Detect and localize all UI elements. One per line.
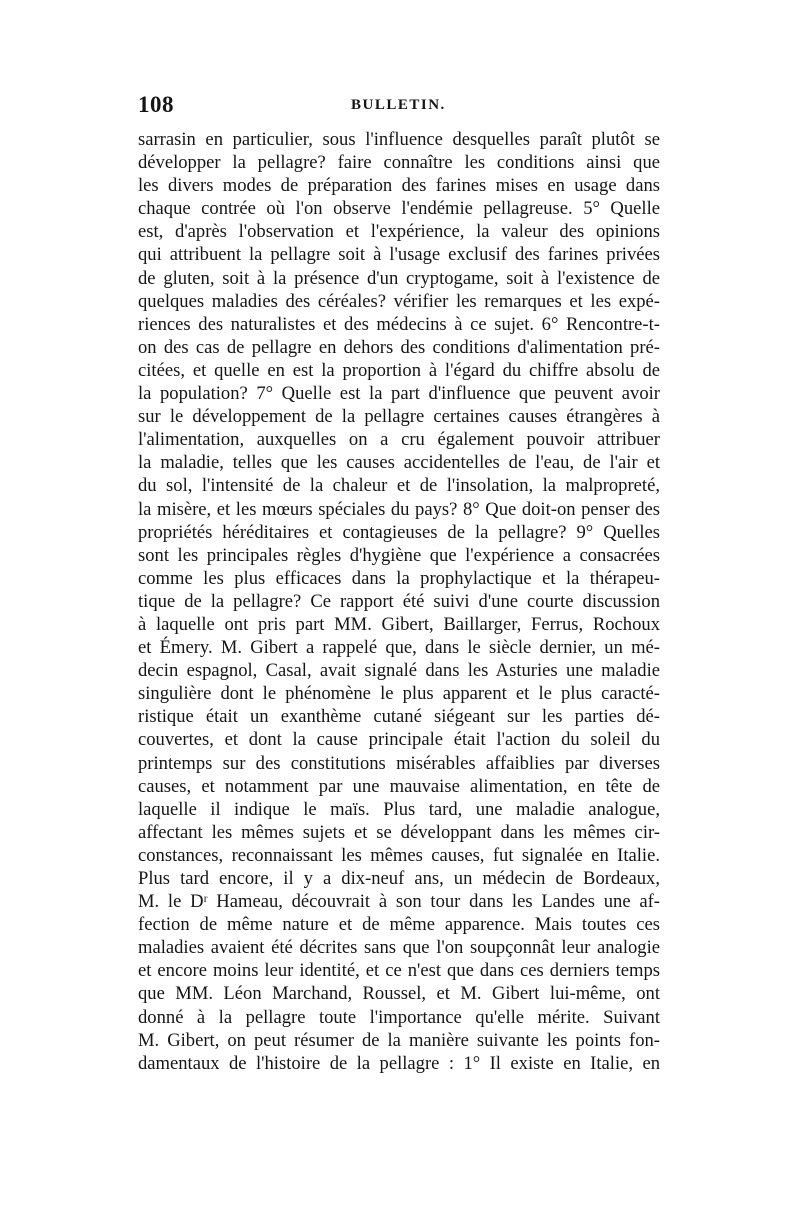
text-line: développer la pellagre? faire connaître les conditions ainsi que: [138, 152, 660, 174]
text-line: de gluten, soit à la présence d'un cryptogame, soit à l'existence de: [138, 267, 660, 289]
text-line: du sol, l'intensité de la chaleur et de l'insolation, la malpropreté,: [138, 475, 660, 497]
text-line: riences des naturalistes et des médecins à ce sujet. 6° Rencontre-t-: [138, 313, 660, 335]
text-line: sur le développement de la pellagre certaines causes étrangères à: [138, 406, 660, 428]
text-line: comme les plus efficaces dans la prophylactique et la thérapeu-: [138, 567, 660, 589]
text-line: la maladie, telles que les causes accidentelles de l'eau, de l'air et: [138, 452, 660, 474]
text-line: chaque contrée où l'on observe l'endémie pellagreuse. 5° Quelle: [138, 198, 660, 220]
text-line: la misère, et les mœurs spéciales du pays? 8° Que doit-on penser des: [138, 498, 660, 520]
body-text: [138, 128, 660, 1075]
text-line: fection de même nature et de même apparence. Mais toutes ces: [138, 914, 660, 936]
text-line: et Émery. M. Gibert a rappelé que, dans le siècle dernier, un mé-: [138, 637, 660, 659]
text-line: Plus tard encore, il y a dix-neuf ans, un médecin de Bordeaux,: [138, 868, 660, 889]
text-line: et encore moins leur identité, et ce n'est que dans ces derniers temps: [138, 960, 660, 982]
text-line: on des cas de pellagre en dehors des conditions d'alimentation pré-: [138, 336, 660, 358]
text-line: l'alimentation, auxquelles on a cru également pouvoir attribuer: [138, 429, 660, 451]
text-line: sarrasin en particulier, sous l'influence desquelles paraît plutôt se: [138, 129, 660, 150]
text-line: damentaux de l'histoire de la pellagre : 1° Il existe en Italie, en: [138, 1052, 660, 1074]
text-line: est, d'après l'observation et l'expérience, la valeur des opinions: [138, 221, 660, 243]
text-line: propriétés héréditaires et contagieuses de la pellagre? 9° Quelles: [138, 521, 660, 543]
text-line: maladies avaient été décrites sans que l'on soupçonnât leur analogie: [138, 937, 660, 959]
text-line: donné à la pellagre toute l'importance qu'elle mérite. Suivant: [138, 1006, 660, 1028]
text-line: printemps sur des constitutions misérables affaiblies par diverses: [138, 752, 660, 774]
page-number: 108: [138, 92, 174, 117]
page-header: [138, 92, 660, 122]
text-line: les divers modes de préparation des farines mises en usage dans: [138, 175, 660, 197]
text-line: causes, et notamment par une mauvaise alimentation, en tête de: [138, 775, 660, 797]
text-line: à laquelle ont pris part MM. Gibert, Baillarger, Ferrus, Rochoux: [138, 613, 660, 635]
text-line: citées, et quelle en est la proportion à l'égard du chiffre absolu de: [138, 359, 660, 381]
text-line: decin espagnol, Casal, avait signalé dans les Asturies une maladie: [138, 660, 660, 682]
text-line: la population? 7° Quelle est la part d'influence que peuvent avoir: [138, 383, 660, 405]
text-line: quelques maladies des céréales? vérifier les remarques et les expé-: [138, 290, 660, 312]
text-line: qui attribuent la pellagre soit à l'usage exclusif des farines privées: [138, 244, 660, 266]
text-line: laquelle il indique le maïs. Plus tard, une maladie analogue,: [138, 798, 660, 820]
text-line: sont les principales règles d'hygiène que l'expérience a consacrées: [138, 544, 660, 566]
text-line: affectant les mêmes sujets et se développant dans les mêmes cir-: [138, 821, 660, 843]
running-title: BULLETIN.: [351, 97, 446, 113]
text-line: singulière dont le phénomène le plus apparent et le plus caracté-: [138, 683, 660, 705]
text-line: constances, reconnaissant les mêmes causes, fut signalée en Italie.: [138, 844, 660, 866]
text-line: que MM. Léon Marchand, Roussel, et M. Gibert lui-même, ont: [138, 983, 660, 1005]
text-line: tique de la pellagre? Ce rapport été suivi d'une courte discussion: [138, 590, 660, 612]
text-line: M. le Dʳ Hameau, découvrait à son tour dans les Landes une af-: [138, 891, 660, 913]
text-line: M. Gibert, on peut résumer de la manière suivante les points fon-: [138, 1029, 660, 1051]
text-line: ristique était un exanthème cutané siégeant sur les parties dé-: [138, 706, 660, 728]
text-line: couvertes, et dont la cause principale était l'action du soleil du: [138, 729, 660, 751]
